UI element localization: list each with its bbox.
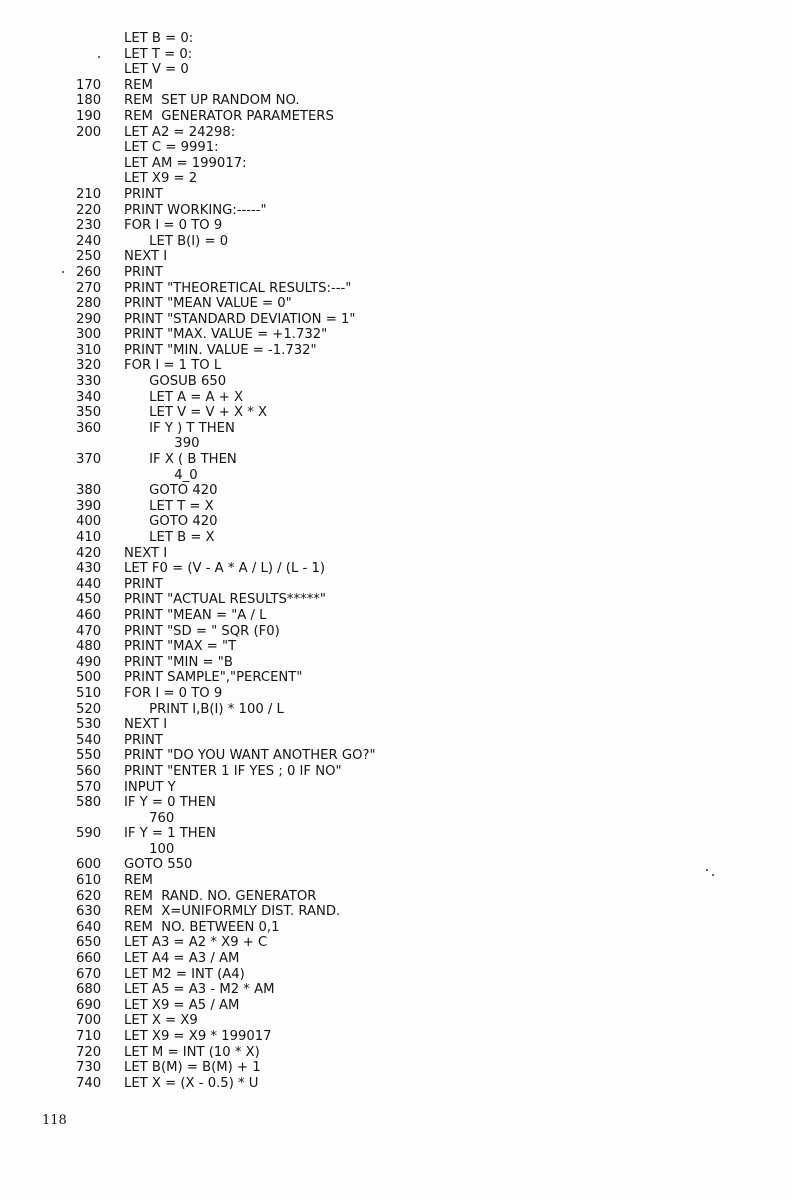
code-statement: LET X9 = 2 (124, 171, 198, 187)
code-statement: IF Y = 1 THEN (124, 826, 216, 842)
code-statement: REM RAND. NO. GENERATOR (124, 888, 317, 904)
code-statement: PRINT "DO YOU WANT ANOTHER GO?" (124, 748, 376, 764)
line-number: 470 (76, 623, 102, 639)
line-number: 230 (76, 218, 102, 234)
line-number: 210 (76, 186, 102, 202)
code-statement: PRINT (124, 732, 163, 748)
code-statement: GOTO 420 (124, 514, 218, 530)
code-statement: LET B = 0: (124, 31, 194, 46)
code-statement: 760 (124, 810, 175, 826)
code-statement: REM SET UP RANDOM NO. (124, 93, 300, 109)
line-number: 360 (76, 420, 102, 436)
code-statement: REM (124, 873, 153, 889)
line-number: 540 (76, 732, 102, 748)
line-number: 530 (76, 717, 102, 733)
code-statement: FOR I = 1 TO L (124, 358, 222, 374)
code-statement: FOR I = 0 TO 9 (124, 685, 223, 701)
code-statement: LET A5 = A3 - M2 * AM (124, 982, 275, 998)
line-number: 440 (76, 576, 102, 592)
code-statement: LET A = A + X (124, 389, 244, 405)
code-statement: LET C = 9991: (124, 140, 219, 156)
code-statement: IF Y ) T THEN (124, 420, 235, 436)
line-number: 630 (76, 904, 102, 920)
code-statement: LET V = 0 (124, 62, 189, 78)
code-statement: REM X=UNIFORMLY DIST. RAND. (124, 904, 341, 920)
code-statement: PRINT "ACTUAL RESULTS*****" (124, 592, 326, 608)
line-number: 520 (76, 701, 102, 717)
line-number: 320 (76, 358, 102, 374)
line-number: 720 (76, 1044, 102, 1060)
line-number: 510 (76, 685, 102, 701)
code-statement: REM (124, 77, 153, 93)
code-statement: PRINT (124, 264, 163, 280)
line-number: 730 (76, 1060, 102, 1076)
code-statement: LET B(M) = B(M) + 1 (124, 1060, 261, 1076)
code-statement: PRINT "MIN. VALUE = -1.732" (124, 342, 317, 358)
line-number: 480 (76, 639, 102, 655)
line-number: 380 (76, 483, 102, 499)
code-statement: LET X9 = A5 / AM (124, 997, 240, 1013)
code-statement: FOR I = 0 TO 9 (124, 218, 223, 234)
code-statement: 4_0 (124, 467, 198, 483)
line-number: 670 (76, 966, 102, 982)
line-number: 500 (76, 670, 102, 686)
print-speck (62, 271, 64, 273)
code-statement: LET M = INT (10 * X) (124, 1044, 260, 1060)
line-number: 310 (76, 342, 102, 358)
line-number: 590 (76, 826, 102, 842)
line-number: 490 (76, 654, 102, 670)
code-statement: PRINT "SD = " SQR (F0) (124, 623, 280, 639)
print-speck (706, 869, 708, 871)
code-statement: LET AM = 199017: (124, 155, 247, 171)
line-number: 640 (76, 919, 102, 935)
code-statement: PRINT "THEORETICAL RESULTS:---" (124, 280, 352, 296)
code-statement: PRINT (124, 576, 163, 592)
code-statement: 100 (124, 841, 175, 857)
line-number: 570 (76, 779, 102, 795)
code-statement: PRINT "MIN = "B (124, 654, 233, 670)
line-number: 340 (76, 389, 102, 405)
line-number: 330 (76, 374, 102, 390)
code-statement: PRINT "MEAN = "A / L (124, 607, 267, 623)
code-statement: LET A2 = 24298: (124, 124, 236, 140)
code-statement: GOSUB 650 (124, 374, 227, 390)
line-number: 350 (76, 405, 102, 421)
code-statement: PRINT "MEAN VALUE = 0" (124, 296, 292, 312)
page-number: 118 (42, 1113, 67, 1128)
line-number: 680 (76, 982, 102, 998)
code-statement: PRINT "MAX. VALUE = +1.732" (124, 327, 328, 343)
code-statement: LET X9 = X9 * 199017 (124, 1029, 272, 1044)
line-number: 290 (76, 311, 102, 327)
line-number: 660 (76, 951, 102, 967)
line-number: 700 (76, 1013, 102, 1029)
line-number: 460 (76, 607, 102, 623)
code-statement: IF Y = 0 THEN (124, 795, 216, 811)
line-number: 710 (76, 1029, 102, 1044)
code-statement: REM NO. BETWEEN 0,1 (124, 919, 280, 935)
line-number: 180 (76, 93, 102, 109)
code-statement: REM GENERATOR PARAMETERS (124, 108, 334, 124)
code-statement: INPUT Y (124, 779, 176, 795)
code-statement: PRINT (124, 186, 163, 202)
code-statement: LET X = (X - 0.5) * U (124, 1075, 259, 1091)
code-statement: LET M2 = INT (A4) (124, 966, 245, 982)
line-number: 190 (76, 108, 102, 124)
code-statement: LET V = V + X * X (124, 405, 268, 421)
code-statement: PRINT "STANDARD DEVIATION = 1" (124, 311, 356, 327)
line-number: 200 (76, 124, 102, 140)
code-statement: LET X = X9 (124, 1013, 198, 1029)
code-statement: PRINT SAMPLE","PERCENT" (124, 670, 303, 686)
code-statement: LET B = X (124, 530, 215, 545)
line-number: 250 (76, 249, 102, 265)
line-number: 420 (76, 545, 102, 561)
line-number: 410 (76, 530, 102, 545)
line-number: 610 (76, 873, 102, 889)
code-statement: NEXT I (124, 249, 168, 265)
code-statement: PRINT I,B(I) * 100 / L (124, 701, 284, 717)
line-number: 620 (76, 888, 102, 904)
line-number: 280 (76, 296, 102, 312)
print-speck (712, 874, 714, 876)
line-number: 650 (76, 935, 102, 951)
code-statement: PRINT WORKING:-----" (124, 202, 267, 218)
code-statement: LET F0 = (V - A * A / L) / (L - 1) (124, 561, 325, 577)
line-number: 390 (76, 498, 102, 514)
line-number: 240 (76, 233, 102, 249)
code-statement: NEXT I (124, 545, 168, 561)
line-number: 270 (76, 280, 102, 296)
code-statement: NEXT I (124, 717, 168, 733)
line-number: 260 (76, 264, 102, 280)
line-number: 430 (76, 561, 102, 577)
line-number: 600 (76, 857, 102, 873)
line-number: 170 (76, 77, 102, 93)
line-number: 300 (76, 327, 102, 343)
code-statement: GOTO 420 (124, 483, 218, 499)
line-number: 220 (76, 202, 102, 218)
code-statement: 390 (124, 436, 200, 452)
code-statement: LET B(I) = 0 (124, 233, 229, 249)
line-number: 550 (76, 748, 102, 764)
code-statement: LET T = X (124, 498, 214, 514)
line-number: 560 (76, 763, 102, 779)
code-statement: IF X ( B THEN (124, 452, 237, 468)
print-speck (98, 56, 100, 58)
line-number: 370 (76, 452, 102, 468)
line-number: 690 (76, 997, 102, 1013)
code-statement: LET T = 0: (124, 46, 193, 62)
code-statement: LET A3 = A2 * X9 + C (124, 935, 268, 951)
line-number: 580 (76, 795, 102, 811)
code-statement: GOTO 550 (124, 857, 193, 873)
code-statement: LET A4 = A3 / AM (124, 951, 240, 967)
code-statement: PRINT "ENTER 1 IF YES ; 0 IF NO" (124, 763, 342, 779)
line-number: 740 (76, 1075, 102, 1091)
code-statement: PRINT "MAX = "T (124, 639, 237, 655)
line-number: 450 (76, 592, 102, 608)
line-number: 400 (76, 514, 102, 530)
